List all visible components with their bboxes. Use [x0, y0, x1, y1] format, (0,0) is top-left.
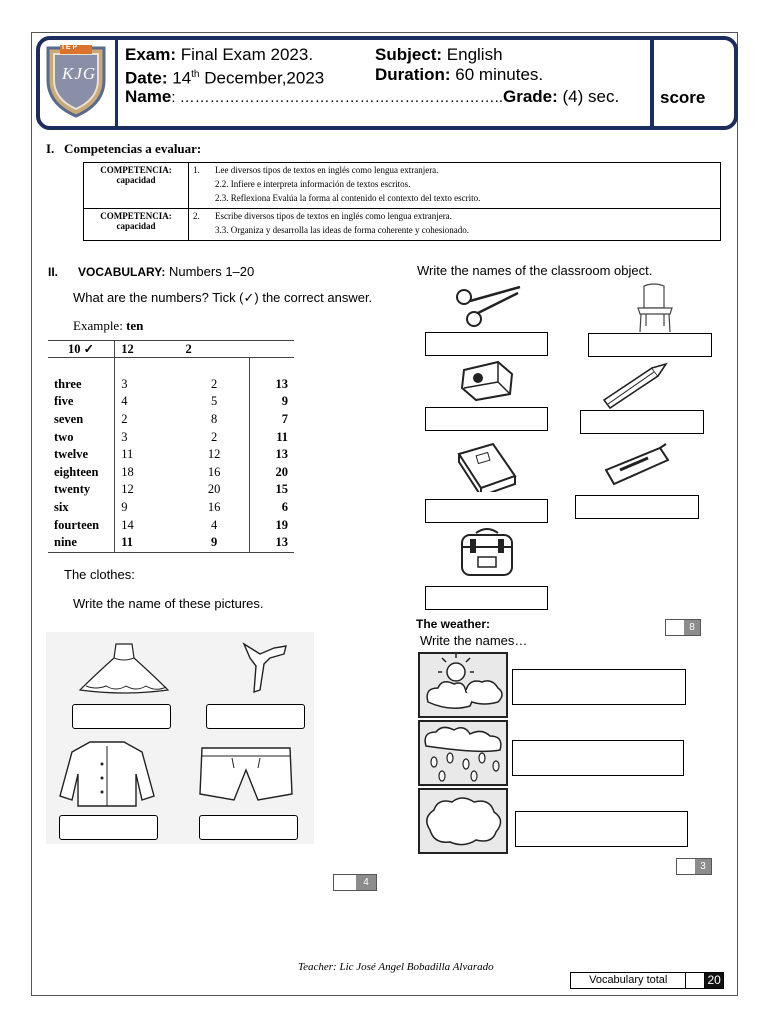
capacidad-item: 2.2. Infiere e interpreta información de textos escritos.: [215, 179, 411, 189]
number-row: [48, 534, 294, 552]
date-rest: December,2023: [199, 68, 325, 88]
example-cell: 12: [115, 341, 180, 358]
date-label: Date:: [125, 68, 168, 88]
section-topic: Numbers 1–20: [165, 264, 255, 279]
score-blank[interactable]: [334, 875, 356, 890]
option-cell[interactable]: 20: [207, 482, 221, 497]
number-row: [48, 464, 294, 482]
pencil-case-icon: [600, 440, 672, 488]
weather-instruction: Write the names…: [420, 633, 528, 648]
competencia-label: COMPETENCIA:: [100, 211, 172, 221]
capacidad-item: 2.3. Reflexiona Evalúa la forma al contenido el contexto del texto escrito.: [215, 193, 481, 203]
option-cell[interactable]: 4: [211, 517, 218, 532]
grade-label: Grade:: [502, 87, 558, 106]
date-day: 14: [167, 68, 192, 88]
example-row: [48, 341, 294, 358]
competencia-label-cell: [84, 163, 189, 209]
vocabulary-heading: [48, 264, 254, 279]
sunny-cloud-picture: [418, 652, 508, 718]
competencia-content: [189, 209, 721, 241]
option-cell[interactable]: 16: [207, 464, 221, 479]
competencia-label-cell: [84, 209, 189, 241]
dress-icon: [76, 640, 172, 696]
number-row: [48, 446, 294, 464]
subject-label: Subject:: [375, 45, 443, 64]
number-row: [48, 499, 294, 517]
exam-label: Exam:: [125, 45, 177, 64]
number-row: [48, 428, 294, 446]
option-cell[interactable]: 9: [121, 500, 128, 515]
clothes-title: The clothes:: [64, 567, 135, 582]
name-line: [125, 87, 619, 108]
numbers-instruction: What are the numbers? Tick (✓) the correct answer.: [73, 290, 373, 305]
option-cell[interactable]: 11: [115, 534, 180, 552]
competencia-content: [189, 163, 721, 209]
chair-answer-box[interactable]: [588, 333, 712, 357]
backpack-icon: [456, 525, 518, 579]
competencia-sub: capacidad: [116, 221, 156, 231]
competencia-num: 2.: [193, 211, 200, 221]
score-value: 4: [356, 875, 376, 890]
vocabulary-total-value: 20: [705, 973, 723, 988]
option-cell[interactable]: 15: [249, 481, 294, 499]
duration-line: [375, 65, 543, 85]
competencia-label: COMPETENCIA:: [100, 165, 172, 175]
option-cell[interactable]: 13: [249, 534, 294, 552]
book-answer-box[interactable]: [425, 499, 548, 523]
number-word: twelve: [48, 446, 115, 464]
option-cell[interactable]: 3: [121, 376, 128, 391]
example-word: ten: [126, 318, 144, 333]
weather-score-top: [665, 619, 701, 636]
book-icon: [455, 440, 519, 492]
jacket-answer-box[interactable]: [59, 815, 158, 840]
example-line: [73, 318, 143, 334]
logo-letters: KJG: [62, 64, 97, 83]
option-cell[interactable]: 7: [249, 411, 294, 429]
rain-answer-box[interactable]: [512, 740, 684, 776]
competencia-row: [84, 209, 721, 241]
example-cell: 10 ✓: [48, 341, 115, 358]
score-value: 3: [695, 859, 711, 874]
number-row: [48, 376, 294, 394]
competencias-table: [83, 162, 721, 241]
competencia-row: [84, 163, 721, 209]
option-cell[interactable]: 12: [207, 447, 221, 462]
option-cell[interactable]: 13: [249, 376, 294, 394]
pencil-answer-box[interactable]: [580, 410, 704, 434]
dress-answer-box[interactable]: [72, 704, 171, 729]
date-line: [125, 65, 324, 89]
teacher-signature: Teacher: Lic José Angel Bobadilla Alvarado: [298, 961, 494, 973]
rain-picture: [418, 720, 508, 786]
clothes-instruction: Write the name of these pictures.: [73, 596, 264, 611]
scissors-icon: [452, 283, 524, 329]
example-cell: [249, 341, 294, 358]
subject-line: [375, 45, 503, 65]
school-logo: [40, 42, 112, 118]
pencil-icon: [598, 360, 670, 410]
option-cell[interactable]: 2: [121, 412, 128, 427]
competencia-main: Escribe diversos tipos de textos en inglés como lengua extranjera.: [215, 211, 452, 221]
number-word: two: [48, 428, 115, 446]
competencia-main: Lee diversos tipos de textos en inglés como lengua extranjera.: [215, 165, 439, 175]
number-word: three: [48, 376, 115, 394]
option-cell[interactable]: 6: [249, 499, 294, 517]
option-cell[interactable]: 12: [121, 482, 134, 497]
number-word: twenty: [48, 481, 115, 499]
number-row: [48, 481, 294, 499]
option-cell[interactable]: 8: [211, 412, 218, 427]
cloud-icon: [420, 790, 506, 852]
option-cell[interactable]: 11: [249, 428, 294, 446]
section-num: II.: [48, 265, 59, 279]
competencias-title: I. Competencias a evaluar:: [46, 141, 202, 156]
classroom-title: Write the names of the classroom object.: [417, 263, 653, 278]
weather-title: The weather:: [416, 617, 491, 631]
sharpener-icon: [458, 358, 520, 402]
scissors-answer-box[interactable]: [425, 332, 548, 356]
number-word: six: [48, 499, 115, 517]
duration-value: 60 minutes.: [450, 65, 544, 84]
number-word: five: [48, 393, 115, 411]
option-cell[interactable]: 9: [249, 393, 294, 411]
sunny-answer-box[interactable]: [512, 669, 686, 705]
option-cell[interactable]: 16: [207, 500, 221, 515]
example-label: Example:: [73, 318, 127, 333]
number-row: [48, 516, 294, 534]
option-cell[interactable]: 9: [179, 534, 249, 552]
vocabulary-total-box: [570, 972, 724, 989]
logo-top-text: I E P: [62, 44, 78, 51]
rain-icon: [420, 722, 506, 784]
name-blank[interactable]: : ………………………………………………………..: [171, 89, 503, 106]
numbers-table: [48, 340, 294, 553]
header-divider: [115, 36, 118, 130]
tie-answer-box[interactable]: [206, 704, 305, 729]
competencia-num: 1.: [193, 165, 200, 175]
option-cell[interactable]: 5: [211, 394, 218, 409]
weather-score-bottom: [676, 858, 712, 875]
duration-label: Duration:: [375, 65, 451, 84]
tie-icon: [240, 640, 290, 696]
grade-value: (4) sec.: [557, 87, 620, 106]
cloud-answer-box[interactable]: [515, 811, 688, 847]
header-divider: [650, 36, 654, 130]
option-cell[interactable]: 14: [121, 517, 134, 532]
shorts-answer-box[interactable]: [199, 815, 298, 840]
number-word: eighteen: [48, 464, 115, 482]
chair-icon: [632, 282, 678, 334]
score-blank[interactable]: [677, 859, 695, 874]
total-blank[interactable]: [686, 973, 705, 988]
backpack-answer-box[interactable]: [425, 586, 548, 610]
number-row: [48, 393, 294, 411]
score-label: score: [660, 88, 706, 107]
exam-value: Final Exam 2023.: [176, 45, 314, 64]
clothes-score: [333, 874, 377, 891]
vocabulary-total-label: Vocabulary total: [571, 973, 686, 988]
option-cell[interactable]: 4: [121, 394, 128, 409]
capacidad-item: 3.3. Organiza y desarrolla las ideas de forma coherente y cohesionado.: [215, 225, 469, 235]
score-value: 8: [684, 620, 700, 635]
number-word: seven: [48, 411, 115, 429]
cloud-picture: [418, 788, 508, 854]
sharpener-answer-box[interactable]: [425, 407, 548, 431]
jacket-icon: [56, 738, 158, 808]
number-word: nine: [48, 534, 115, 552]
number-row: [48, 411, 294, 429]
option-cell[interactable]: 20: [249, 464, 294, 482]
option-cell[interactable]: 19: [249, 516, 294, 534]
exam-line: [125, 45, 313, 65]
partly-cloudy-icon: [420, 654, 506, 716]
option-cell[interactable]: 2: [211, 429, 218, 444]
option-cell[interactable]: 11: [121, 447, 134, 462]
date-sup: th: [191, 69, 200, 80]
pencil-case-answer-box[interactable]: [575, 495, 699, 519]
option-cell[interactable]: 2: [211, 376, 218, 391]
option-cell[interactable]: 13: [249, 446, 294, 464]
number-word: fourteen: [48, 516, 115, 534]
subject-value: English: [442, 45, 503, 64]
shorts-icon: [196, 744, 296, 804]
name-label: Name: [125, 87, 172, 106]
competencia-sub: capacidad: [116, 175, 156, 185]
option-cell[interactable]: 3: [121, 429, 128, 444]
option-cell[interactable]: 18: [121, 464, 134, 479]
section-label: VOCABULARY:: [78, 265, 166, 279]
score-blank[interactable]: [666, 620, 684, 635]
example-cell: 2: [179, 341, 249, 358]
